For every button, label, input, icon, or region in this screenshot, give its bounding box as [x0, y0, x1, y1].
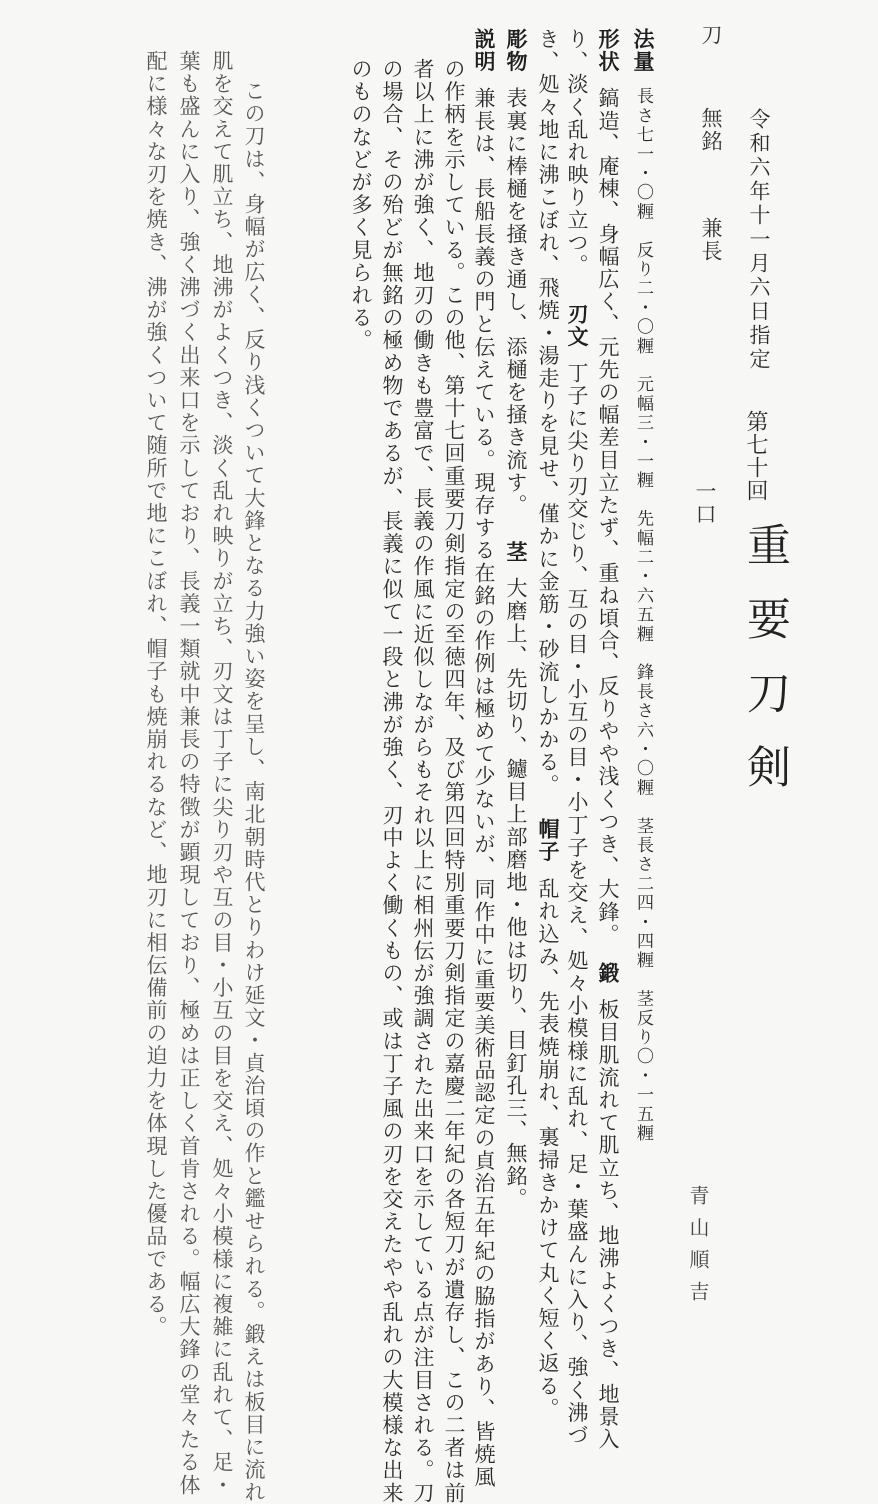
blade-signature: 無銘 [699, 107, 723, 153]
explanation-line-3: 者以上に沸が強く、地刃の働きも豊富で、長義の作風に近似しながらもそれ以上に相州伝が強調された出来口を示している点が注目される。刀 [411, 58, 435, 1504]
kitae-label: 鍛 [596, 962, 621, 985]
commentary-line-4: 配に様々な刃を焼き、沸が強くついて随所で地にこぼれ、帽子も焼崩れるなど、地刃に相伝備前の迫力を体現した優品である。 [144, 50, 168, 1339]
page-title: 重要刀剣 [739, 522, 790, 818]
utsuri-text: り、淡く乱れ映り立つ。 [565, 28, 589, 277]
boshi-text: 乱れ込み、先表焼崩れ、裏掃きかけて丸く短く返る。 [536, 877, 560, 1421]
nakago-text: 大磨上、先切り、鑢目上部磨地・他は切り、目釘孔三、無銘。 [504, 577, 528, 1211]
commentary-line-2: 肌を交えて肌立ち、地沸がよくつき、淡く乱れ映りが立ち、刃文は丁子に尖り刃や互の目・小互の目を交え、処々小模様に複雑に乱れて、足・ [210, 50, 234, 1497]
explanation-line-5: のものなどが多く見られる。 [349, 58, 373, 352]
boshi-line [533, 28, 563, 1420]
kitae-text: 板目肌流れて肌立ち、地沸よくつき、地景入 [596, 998, 620, 1451]
measurements-text: 長さ七一・〇糎 反り二・〇糎 元幅三・一糎 先幅二・六五糎 鋒長さ六・〇糎 茎長さ二四・四糎 茎反り〇・一五糎 [633, 87, 653, 1144]
engraving-text: 表裏に棒樋を掻き通し、添樋を掻き流す。 [504, 87, 528, 517]
commentary-line-3: 葉も盛んに入り、強く沸づく出来口を示しており、長義一類就中兼長の特徴が顕現しており、極めは正しく首肯される。幅広大鋒の堂々たる体 [177, 50, 201, 1497]
blade-attribution: 兼長 [699, 217, 723, 263]
nie-text: き、処々地に沸こぼれ、飛焼・湯走りを見せ、僅かに金筋・砂流しかかる。 [536, 28, 560, 797]
shape-label: 形状 [596, 28, 621, 74]
blade-type: 刀 [699, 24, 723, 45]
explanation-label: 説明 [472, 28, 497, 74]
shape-line [593, 28, 623, 1451]
hamon-text: 丁子に尖り刃交じり、互の目・小互の目・小丁子を交え、処々小模様に乱れ、足・葉盛んに入り、強く沸づ [565, 361, 589, 1447]
shape-text: 鎬造、庵棟、身幅広く、元先の幅差目立たず、重ね頃合、反りやや浅くつき、大鋒。 [596, 87, 620, 947]
boshi-label: 帽子 [536, 818, 561, 864]
explanation-text: 兼長は、長船長義の門と伝えている。現存する在銘の作例は極めて少ないが、同作中に重要美術品認定の貞治五年紀の脇指があり、皆焼風 [472, 87, 496, 1489]
explanation-line-4: の場合、その殆どが無銘の極め物であるが、長義に似て一段と沸が強く、刃中よく働くもの、或は丁子風の刃を交えたやや乱れの大模様な出来 [380, 58, 404, 1504]
author-name: 青山順吉 [686, 1185, 710, 1313]
hamon-label: 刃文 [565, 302, 590, 348]
explanation-line-2: の作柄を示している。この他、第十七回重要刀剣指定の至徳四年、及び第四回特別重要刀剣指定の嘉慶二年紀の各短刀が遺存し、この二者は前 [442, 58, 466, 1504]
item-count: 一口 [693, 480, 717, 526]
nakago-label: 茎 [504, 540, 529, 564]
engraving-label: 彫物 [504, 28, 529, 74]
explanation-line-1 [469, 28, 499, 1488]
measurements-line [628, 28, 658, 1143]
blade-name [696, 24, 726, 263]
commentary-line-1: この刀は、身幅が広く、反り浅くついて大鋒となる力強い姿を呈し、南北朝時代とりわけ延文・貞治頃の作と鑑せられる。鍛えは板目に流れ [242, 80, 266, 1504]
session-number: 第七十回 [743, 410, 768, 502]
measurements-label: 法量 [631, 28, 656, 74]
engraving-line [501, 28, 531, 1210]
designation-date: 令和六年十一月六日指定 [747, 108, 771, 372]
hamon-line [562, 28, 592, 1447]
